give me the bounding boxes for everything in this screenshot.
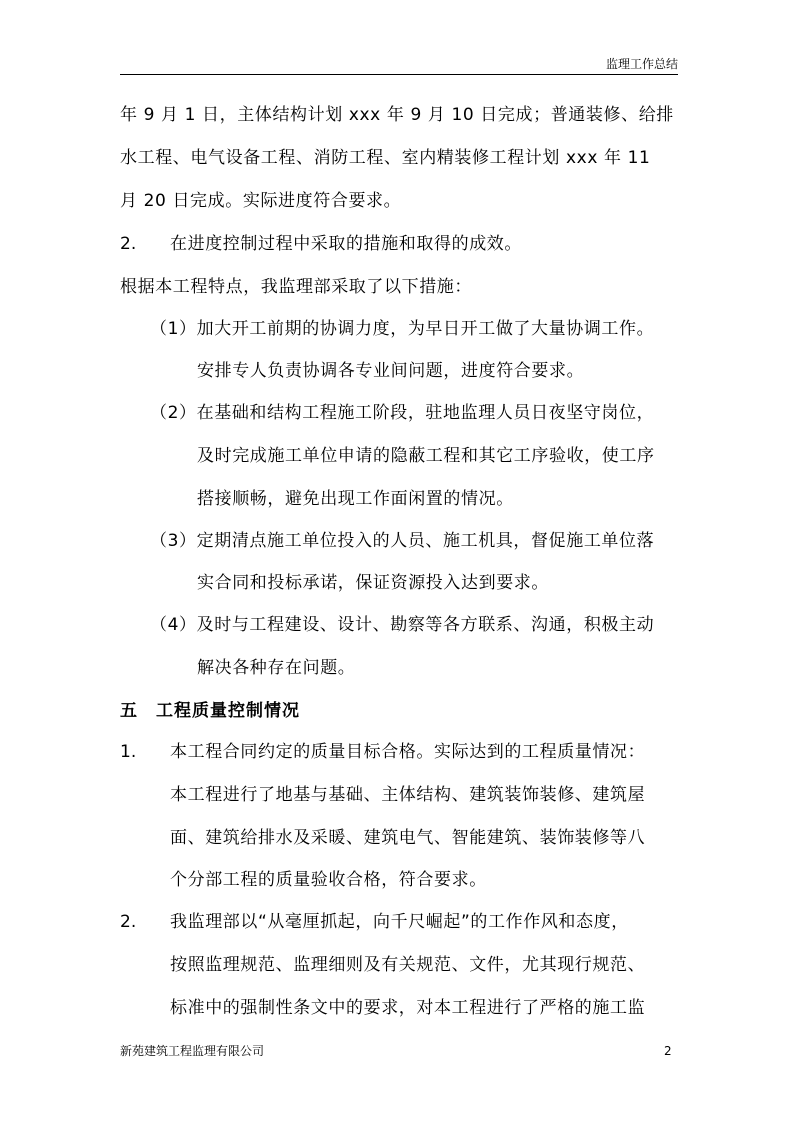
list-item-text: 本工程合同约定的质量目标合格。实际达到的工程质量情况： bbox=[170, 742, 646, 762]
list-item-text: 我监理部以“从毫厘抓起，向千尺崛起”的工作作风和态度， bbox=[170, 912, 629, 932]
list-number: 2. bbox=[120, 912, 137, 932]
list-item-text: 标准中的强制性条文中的要求，对本工程进行了严格的施工监 bbox=[170, 998, 646, 1018]
body-line: 年 9 月 1 日，主体结构计划 xxx 年 9 月 10 日完成；普通装修、给排 bbox=[120, 105, 674, 125]
measure-item-cont: 解决各种存在问题。 bbox=[197, 658, 356, 678]
measure-item-cont: 实合同和投标承诺，保证资源投入达到要求。 bbox=[197, 573, 549, 593]
measure-item-cont: 及时完成施工单位申请的隐蔽工程和其它工序验收，使工序 bbox=[197, 446, 655, 466]
list-item-text: 面、建筑给排水及采暖、建筑电气、智能建筑、装饰装修等八 bbox=[170, 828, 646, 848]
list-item-text: 个分部工程的质量验收合格，符合要求。 bbox=[170, 870, 487, 890]
body-line: 根据本工程特点，我监理部采取了以下措施： bbox=[120, 277, 472, 297]
page-header bbox=[120, 56, 678, 75]
list-number: 2. bbox=[120, 234, 137, 254]
body-line: 水工程、电气设备工程、消防工程、室内精装修工程计划 xxx 年 11 bbox=[120, 148, 651, 168]
measure-item-cont: 搭接顺畅，避免出现工作面闲置的情况。 bbox=[197, 489, 514, 509]
measure-item: （1）加大开工前期的协调力度，为早日开工做了大量协调工作。 bbox=[150, 319, 655, 339]
measure-item: （2）在基础和结构工程施工阶段，驻地监理人员日夜坚守岗位， bbox=[150, 403, 655, 423]
footer-page-number: 2 bbox=[664, 1044, 672, 1058]
list-item-text: 按照监理规范、监理细则及有关规范、文件，尤其现行规范、 bbox=[170, 955, 646, 975]
measure-item: （4）及时与工程建设、设计、勘察等各方联系、沟通，积极主动 bbox=[150, 615, 655, 635]
measure-item-cont: 安排专人负责协调各专业间问题，进度符合要求。 bbox=[197, 361, 585, 381]
list-item-text: 在进度控制过程中采取的措施和取得的成效。 bbox=[170, 234, 522, 254]
section-heading: 五 工程质量控制情况 bbox=[120, 701, 300, 721]
measure-item: （3）定期清点施工单位投入的人员、施工机具，督促施工单位落 bbox=[150, 531, 655, 551]
header-title: 监理工作总结 bbox=[605, 57, 678, 71]
list-number: 1. bbox=[120, 742, 137, 762]
footer-company: 新苑建筑工程监理有限公司 bbox=[120, 1044, 265, 1058]
body-line: 月 20 日完成。实际进度符合要求。 bbox=[120, 191, 402, 211]
list-item-text: 本工程进行了地基与基础、主体结构、建筑装饰装修、建筑屋 bbox=[170, 785, 646, 805]
